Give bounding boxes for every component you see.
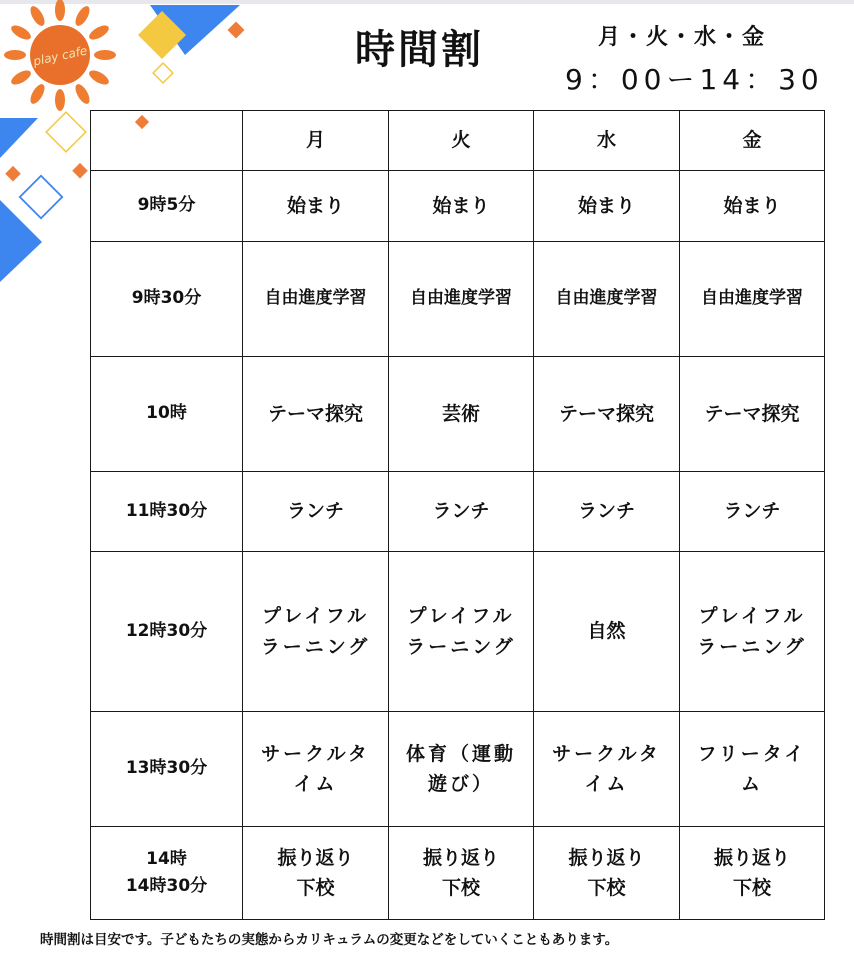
table-row (91, 472, 825, 552)
timetable-body (91, 171, 825, 920)
activity-line: 下校 (441, 877, 480, 899)
outline-diamond-mid (46, 112, 86, 152)
activity-cell (389, 472, 534, 552)
activity-line: テーマ探究 (704, 402, 800, 425)
activity-line: 下校 (732, 877, 771, 899)
activity-cell (680, 171, 825, 242)
day-header: 月 (243, 111, 389, 171)
activity-cell (243, 472, 389, 552)
activity-cell (243, 712, 389, 827)
activity-line: 始まり (286, 194, 344, 217)
activity-cell (389, 171, 534, 242)
activity-cell (680, 552, 825, 712)
time-line: 14時30分 (125, 876, 208, 896)
activity-line: 自由進度学習 (410, 288, 512, 309)
time-line: 10時 (146, 403, 187, 424)
blue-triangle-mid (0, 118, 38, 158)
activity-line: 自由進度学習 (555, 288, 658, 309)
activity-line: 始まり (432, 194, 490, 217)
header-row (91, 111, 825, 171)
activity-cell (680, 472, 825, 552)
day-header: 水 (534, 111, 680, 171)
time-cell (91, 827, 243, 920)
time-line: 9時30分 (131, 288, 202, 309)
activity-line: 始まり (577, 194, 635, 217)
activity-cell (680, 712, 825, 827)
activity-line: ランチ (577, 500, 635, 523)
activity-cell (243, 242, 389, 357)
time-line: 14時 (146, 848, 187, 869)
activity-line: 自然 (587, 620, 626, 643)
blue-outline-diamond (20, 176, 62, 218)
table-row (91, 552, 825, 712)
activity-cell (534, 472, 680, 552)
time-cell (91, 171, 243, 242)
activity-cell (389, 712, 534, 827)
activity-line: 自由進度学習 (264, 288, 367, 309)
activity-line: ラーニング (260, 635, 371, 658)
activity-line: ランチ (723, 500, 781, 523)
activity-cell (389, 827, 534, 920)
activity-line: ランチ (286, 500, 344, 523)
activity-cell (680, 827, 825, 920)
corner-cell (91, 111, 243, 171)
table-row (91, 357, 825, 472)
time-line: 13時30分 (125, 758, 208, 779)
activity-line: 芸術 (441, 402, 480, 425)
activity-cell (243, 827, 389, 920)
hours-label: 9：00ー14：30 (565, 63, 824, 96)
activity-cell (680, 357, 825, 472)
sun-logo (4, 0, 116, 111)
activity-line: イム (584, 773, 629, 795)
activity-cell (389, 357, 534, 472)
outline-diamond-small (153, 63, 173, 83)
time-line: 12時30分 (125, 620, 208, 641)
orange-diamond-1 (228, 22, 245, 39)
activity-cell (534, 827, 680, 920)
table-row (91, 712, 825, 827)
time-cell (91, 712, 243, 827)
activity-cell (243, 357, 389, 472)
activity-line: 体育（運動 (405, 742, 516, 765)
activity-line: プレイフル (262, 605, 369, 628)
activity-line: プレイフル (407, 605, 515, 628)
activity-line: イム (293, 773, 338, 795)
activity-line: 遊び） (427, 773, 494, 795)
activity-cell (680, 242, 825, 357)
activity-cell (534, 242, 680, 357)
table-row (91, 827, 825, 920)
activity-line: サークルタ (552, 742, 661, 765)
activity-cell (534, 712, 680, 827)
activity-line: 振り返り (422, 846, 499, 869)
activity-cell (534, 171, 680, 242)
activity-line: テーマ探究 (558, 402, 654, 425)
activity-line: 振り返り (277, 846, 354, 869)
time-line: 11時30分 (125, 500, 208, 521)
activity-cell (389, 242, 534, 357)
activity-cell (243, 552, 389, 712)
activity-line: プレイフル (698, 605, 806, 628)
orange-diamond-3 (5, 166, 21, 182)
activity-line: テーマ探究 (267, 402, 363, 425)
orange-diamond-4 (72, 163, 88, 179)
activity-line: ランチ (432, 500, 490, 523)
time-cell (91, 242, 243, 357)
activity-line: フリータイ (697, 742, 807, 765)
time-cell (91, 472, 243, 552)
days-label: 月・火・水・金 (598, 25, 767, 50)
activity-line: 始まり (723, 194, 781, 217)
day-header: 火 (389, 111, 534, 171)
activity-cell (389, 552, 534, 712)
activity-line: 下校 (587, 877, 626, 899)
activity-cell (534, 552, 680, 712)
activity-line: ム (740, 773, 763, 795)
logo-text: play cafe (31, 43, 89, 69)
activity-line: 振り返り (568, 846, 645, 869)
time-line: 9時5分 (137, 195, 196, 216)
activity-line: ラーニング (697, 635, 807, 658)
activity-line: ラーニング (406, 635, 516, 658)
activity-line: 自由進度学習 (701, 288, 803, 309)
activity-cell (243, 171, 389, 242)
activity-line: 振り返り (713, 846, 790, 869)
activity-cell (534, 357, 680, 472)
footer-note: 時間割は目安です。子どもたちの実態からカリキュラムの変更などをしていくこともあります。 (40, 932, 619, 948)
day-header: 金 (680, 111, 825, 171)
time-cell (91, 552, 243, 712)
table-row (91, 171, 825, 242)
time-cell (91, 357, 243, 472)
activity-line: 下校 (296, 877, 335, 899)
activity-line: サークルタ (261, 742, 370, 765)
timetable (90, 110, 825, 920)
table-row (91, 242, 825, 357)
page-title: 時間割 (355, 27, 484, 73)
